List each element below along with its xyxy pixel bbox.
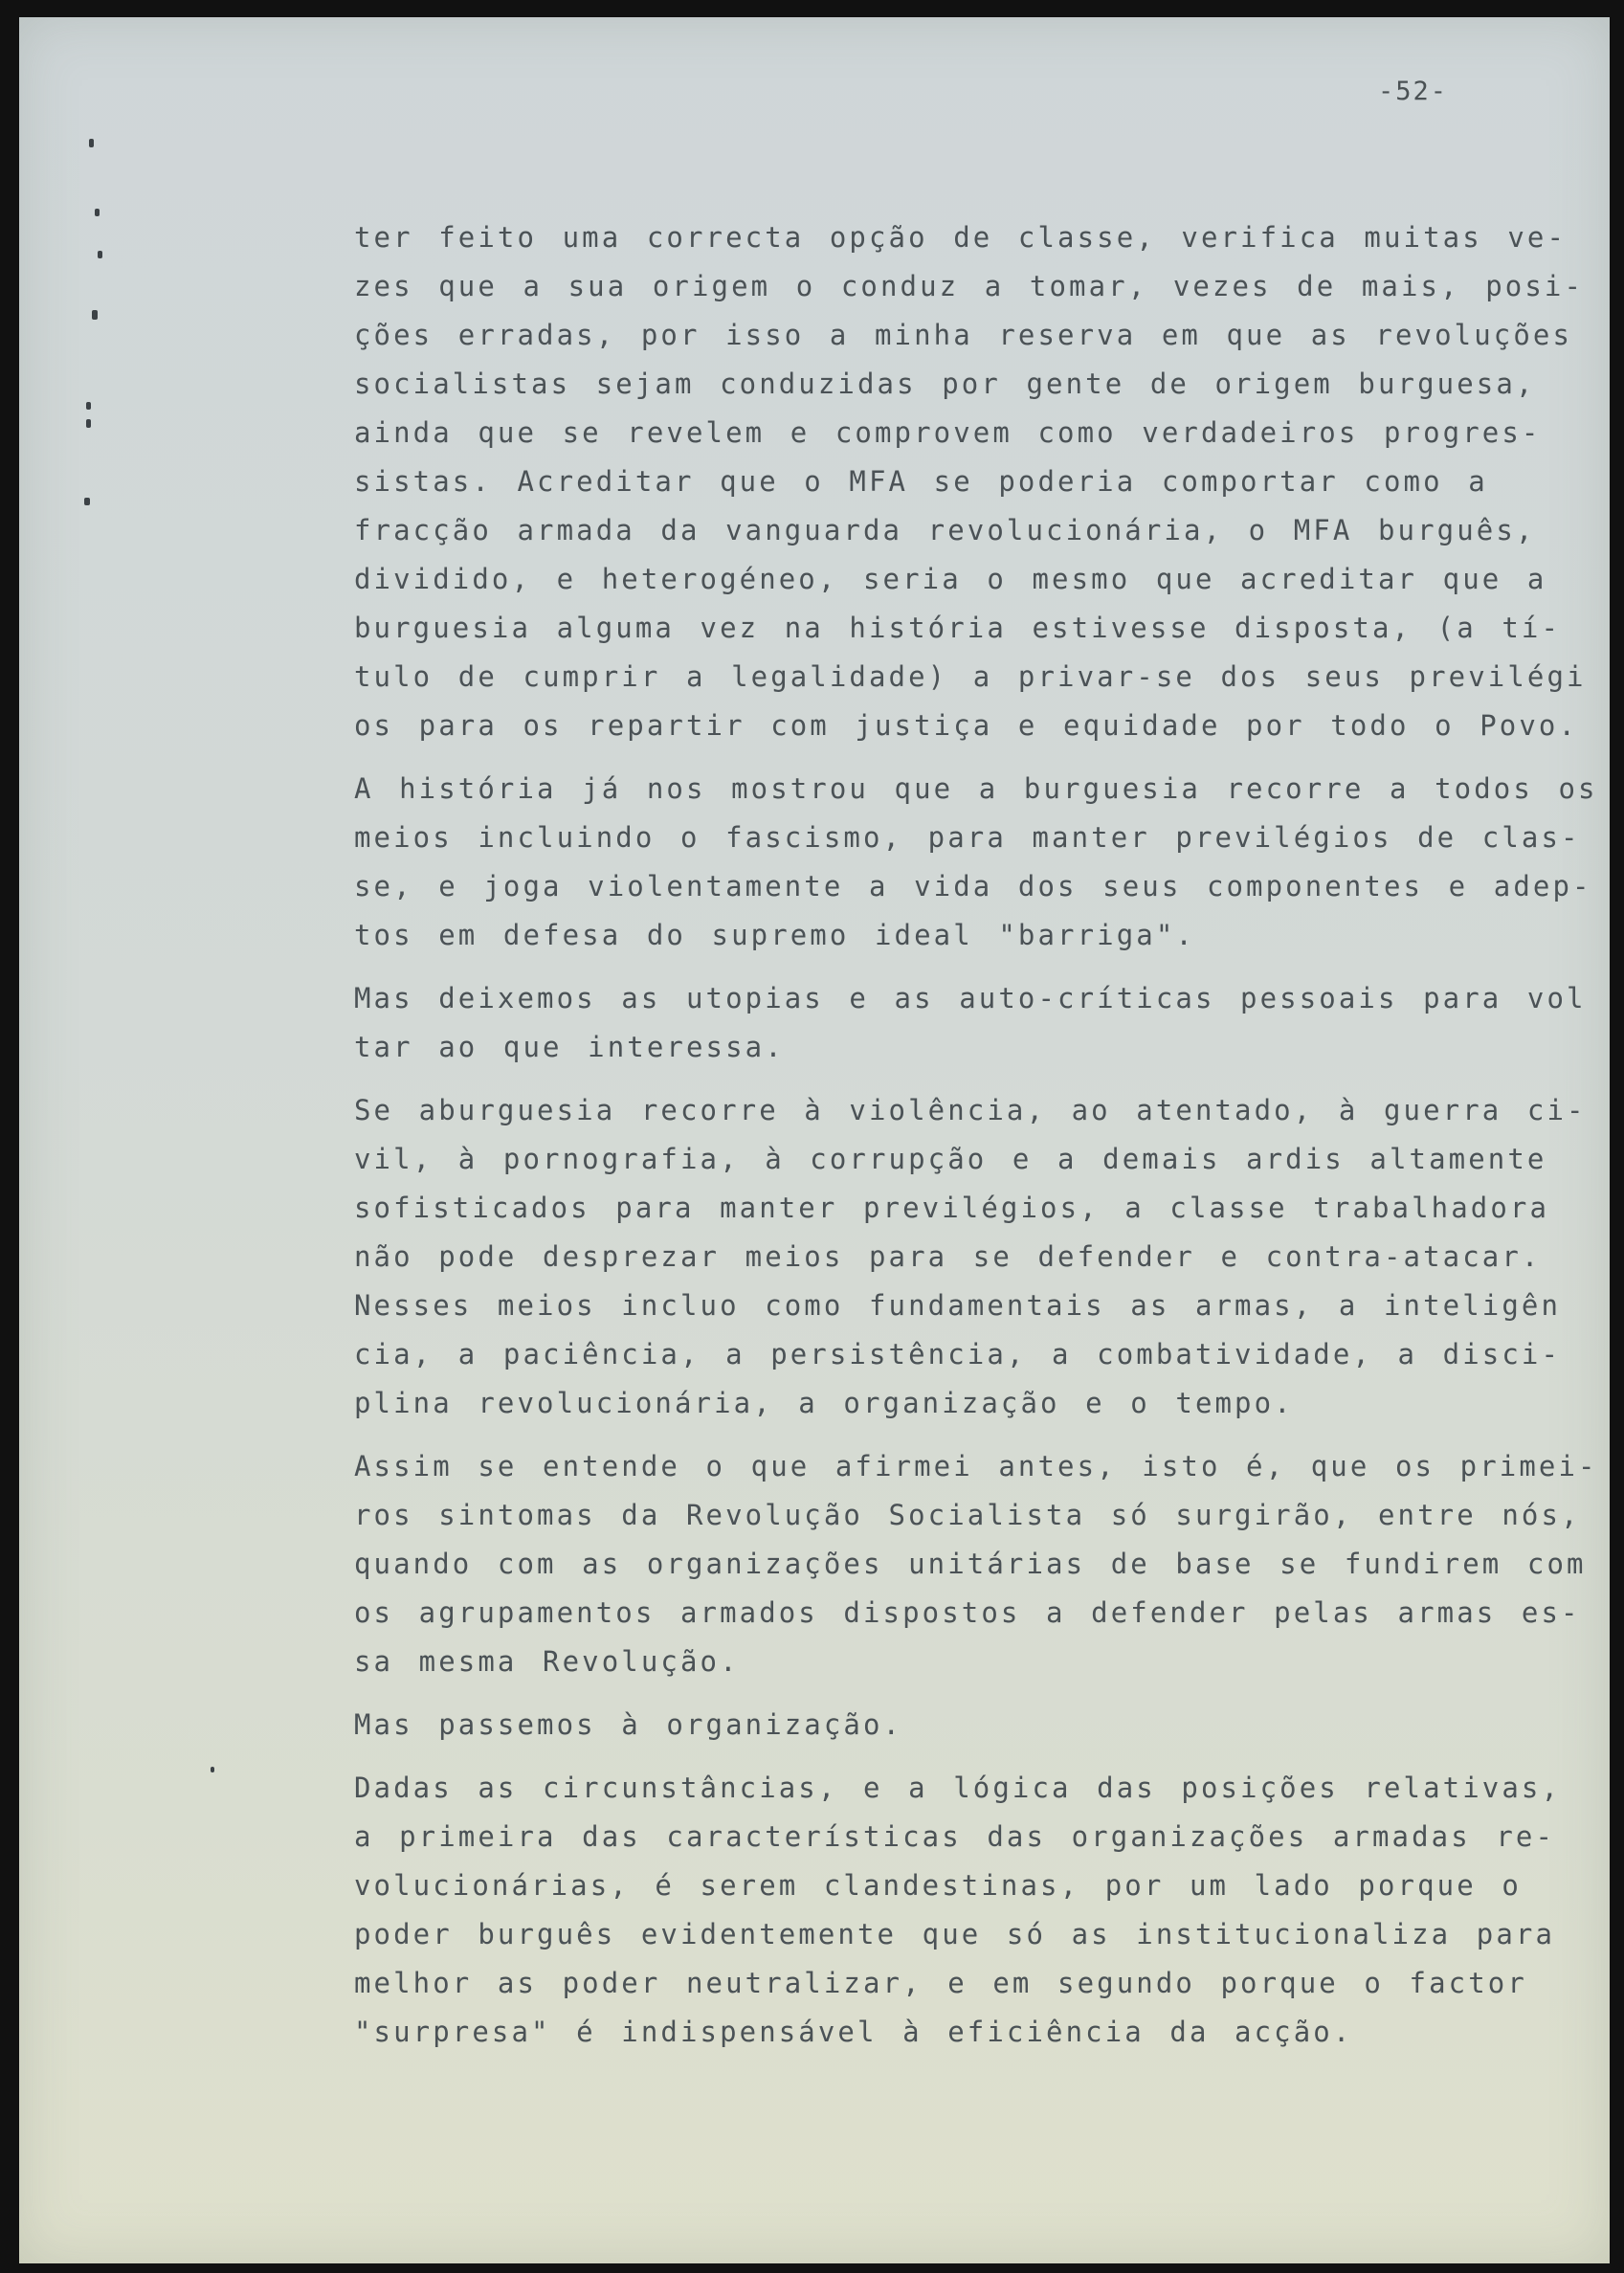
text-line: a primeira das características das organizações armadas re- — [354, 1820, 1556, 1853]
paragraph — [354, 213, 1587, 750]
text-line: os para os repartir com justiça e equidade por todo o Povo. — [354, 709, 1579, 742]
paragraph — [354, 1442, 1598, 1686]
text-line: meios incluindo o fascismo, para manter previlégios de clas- — [354, 821, 1581, 854]
document-body — [354, 213, 1598, 2071]
text-line: poder burguês evidentemente que só as institucionaliza para — [354, 1918, 1556, 1950]
page-number: -52- — [1378, 77, 1449, 106]
text-line: sistas. Acreditar que o MFA se poderia comportar como a — [354, 465, 1488, 498]
text-line: melhor as poder neutralizar, e em segundo porque o factor — [354, 1967, 1527, 1999]
text-line: ções erradas, por isso a minha reserva em que as revoluções — [354, 319, 1573, 351]
paragraph — [354, 765, 1598, 960]
text-line: vil, à pornografia, à corrupção e a demais ardis altamente — [354, 1143, 1547, 1175]
paragraph — [354, 1701, 1522, 1749]
text-line: ros sintomas da Revolução Socialista só surgirão, entre nós, — [354, 1499, 1581, 1531]
text-line: plina revolucionária, a organização e o tempo. — [354, 1387, 1294, 1419]
text-line: tulo de cumprir a legalidade) a privar-se dos seus previlégi — [354, 660, 1587, 693]
text-line: Assim se entende o que afirmei antes, isto é, que os primei- — [354, 1450, 1598, 1482]
paragraph — [354, 1086, 1587, 1428]
text-line: ter feito uma correcta opção de classe, verifica muitas ve- — [354, 221, 1568, 254]
text-line: zes que a sua origem o conduz a tomar, vezes de mais, posi- — [354, 270, 1585, 302]
text-line: fracção armada da vanguarda revolucionária, o MFA burguês, — [354, 514, 1536, 546]
margin-mark — [92, 310, 98, 320]
text-line: Mas deixemos as utopias e as auto-críticas pessoais para vol — [354, 982, 1587, 1014]
paragraph — [354, 1764, 1562, 2057]
text-line: cia, a paciência, a persistência, a combatividade, a disci- — [354, 1338, 1562, 1370]
text-line: se, e joga violentamente a vida dos seus componentes e adep- — [354, 870, 1592, 903]
text-line: dividido, e heterogéneo, seria o mesmo que acreditar que a — [354, 563, 1547, 595]
paragraph — [354, 974, 1587, 1072]
text-line: "surpresa" é indispensável à eficiência da acção. — [354, 2016, 1353, 2048]
text-line: Mas passemos à organização. — [354, 1708, 903, 1741]
document-page — [19, 17, 1610, 2263]
text-line: Se aburguesia recorre à violência, ao atentado, à guerra ci- — [354, 1094, 1587, 1126]
text-line: quando com as organizações unitárias de base se fundirem com — [354, 1548, 1587, 1580]
margin-mark — [86, 402, 91, 410]
margin-mark — [211, 1767, 214, 1772]
text-line: socialistas sejam conduzidas por gente de origem burguesa, — [354, 368, 1536, 400]
text-line: os agrupamentos armados dispostos a defender pelas armas es- — [354, 1596, 1581, 1629]
text-line: A história já nos mostrou que a burguesia recorre a todos os — [354, 772, 1598, 805]
text-line: Nesses meios incluo como fundamentais as armas, a inteligên — [354, 1289, 1562, 1322]
margin-mark — [89, 139, 94, 147]
text-line: ainda que se revelem e comprovem como verdadeiros progres- — [354, 416, 1542, 449]
text-line: tar ao que interessa. — [354, 1031, 785, 1063]
margin-mark — [95, 209, 100, 216]
text-line: Dadas as circunstâncias, e a lógica das posições relativas, — [354, 1772, 1562, 1804]
margin-mark — [98, 251, 102, 258]
text-line: sofisticados para manter previlégios, a classe trabalhadora — [354, 1192, 1550, 1224]
text-line: sa mesma Revolução. — [354, 1645, 740, 1678]
margin-mark — [86, 419, 91, 428]
text-line: volucionárias, é serem clandestinas, por um lado porque o — [354, 1869, 1522, 1902]
text-line: não pode desprezar meios para se defender e contra-atacar. — [354, 1240, 1542, 1273]
margin-mark — [84, 498, 90, 505]
text-line: burguesia alguma vez na história estivesse disposta, (a tí- — [354, 612, 1562, 644]
text-line: tos em defesa do supremo ideal "barriga". — [354, 919, 1195, 951]
